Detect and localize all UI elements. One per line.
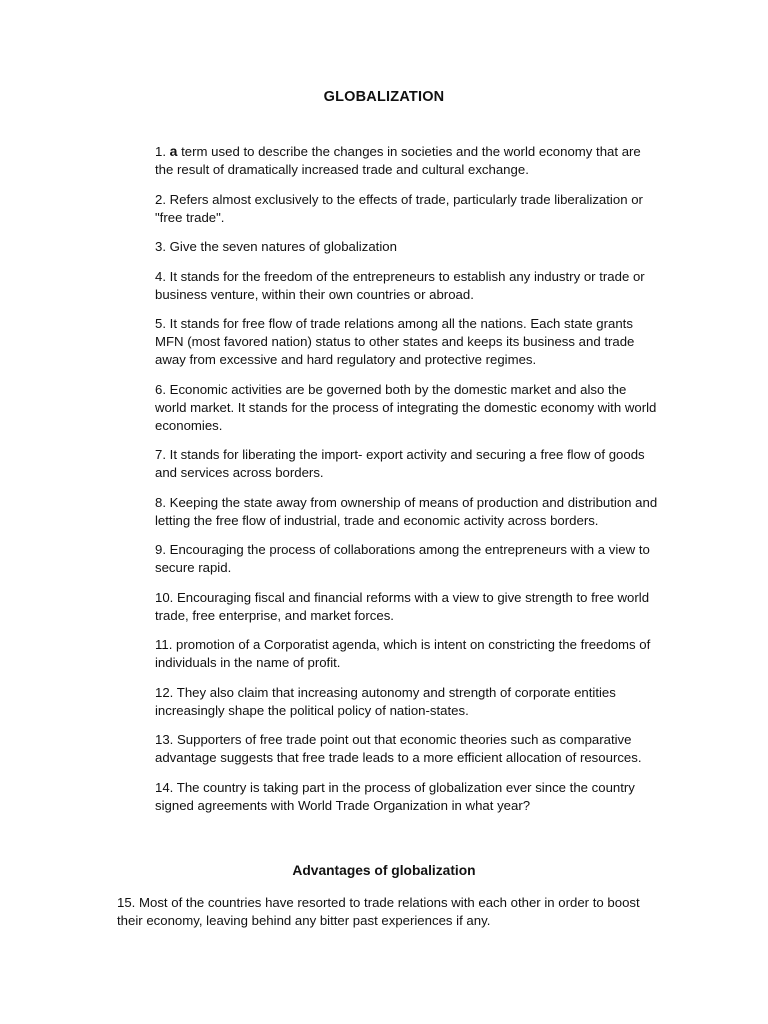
question-9: 9. Encouraging the process of collaborations among the entrepreneurs with a view to secure rapid. xyxy=(155,542,650,575)
question-4: 4. It stands for the freedom of the entrepreneurs to establish any industry or trade or business venture, within their own countries or abroad. xyxy=(155,268,645,302)
question-8: 8. Keeping the state away from ownership of means of production and distribution and letting the free flow of industrial, trade and economic activity across borders. xyxy=(155,494,658,528)
question-number: 1. xyxy=(155,144,166,159)
question-5: 5. It stands for free flow of trade relations among all the nations. Each state grants MFN (most favored nation) status to other states and keeps its business and trade away from excessive and hard regulatory and protective regimes. xyxy=(155,316,635,367)
question-15: 15. Most of the countries have resorted to trade relations with each other in order to boost their economy, leaving behind any bitter past experiences if any. xyxy=(117,895,640,928)
question-12: 12. They also claim that increasing autonomy and strength of corporate entities increasingly shape the political policy of nation-states. xyxy=(155,684,616,718)
question-10: 10. Encouraging fiscal and financial reforms with a view to give strength to free world trade, free enterprise, and market forces. xyxy=(155,589,650,623)
question-2: 2. Refers almost exclusively to the effects of trade, particularly trade liberalization or "free trade". xyxy=(155,191,643,225)
question-1 xyxy=(155,142,660,179)
question-3: 3. Give the seven natures of globalization xyxy=(155,239,397,254)
question-14: 14. The country is taking part in the process of globalization ever since the country signed agreements with World Trade Organization in what year? xyxy=(155,779,635,813)
section-heading-advantages: Advantages of globalization xyxy=(292,863,476,878)
question-7: 7. It stands for liberating the import- export activity and securing a free flow of goods and services across borders. xyxy=(155,447,645,480)
question-list xyxy=(155,142,660,826)
question-6: 6. Economic activities are be governed both by the domestic market and also the world market. It stands for the process of integrating the domestic economy with world economies. xyxy=(155,381,657,433)
document-title: GLOBALIZATION xyxy=(323,89,445,105)
question-text: term used to describe the changes in societies and the world economy that are the result of dramatically increased trade and cultural exchange. xyxy=(155,144,641,177)
question-lead-word: a xyxy=(169,143,178,159)
question-13: 13. Supporters of free trade point out that economic theories such as comparative advantage suggests that free trade leads to a more efficient allocation of resources. xyxy=(155,732,642,765)
question-11: 11. promotion of a Corporatist agenda, which is intent on constricting the freedoms of individuals in the name of profit. xyxy=(155,637,651,670)
